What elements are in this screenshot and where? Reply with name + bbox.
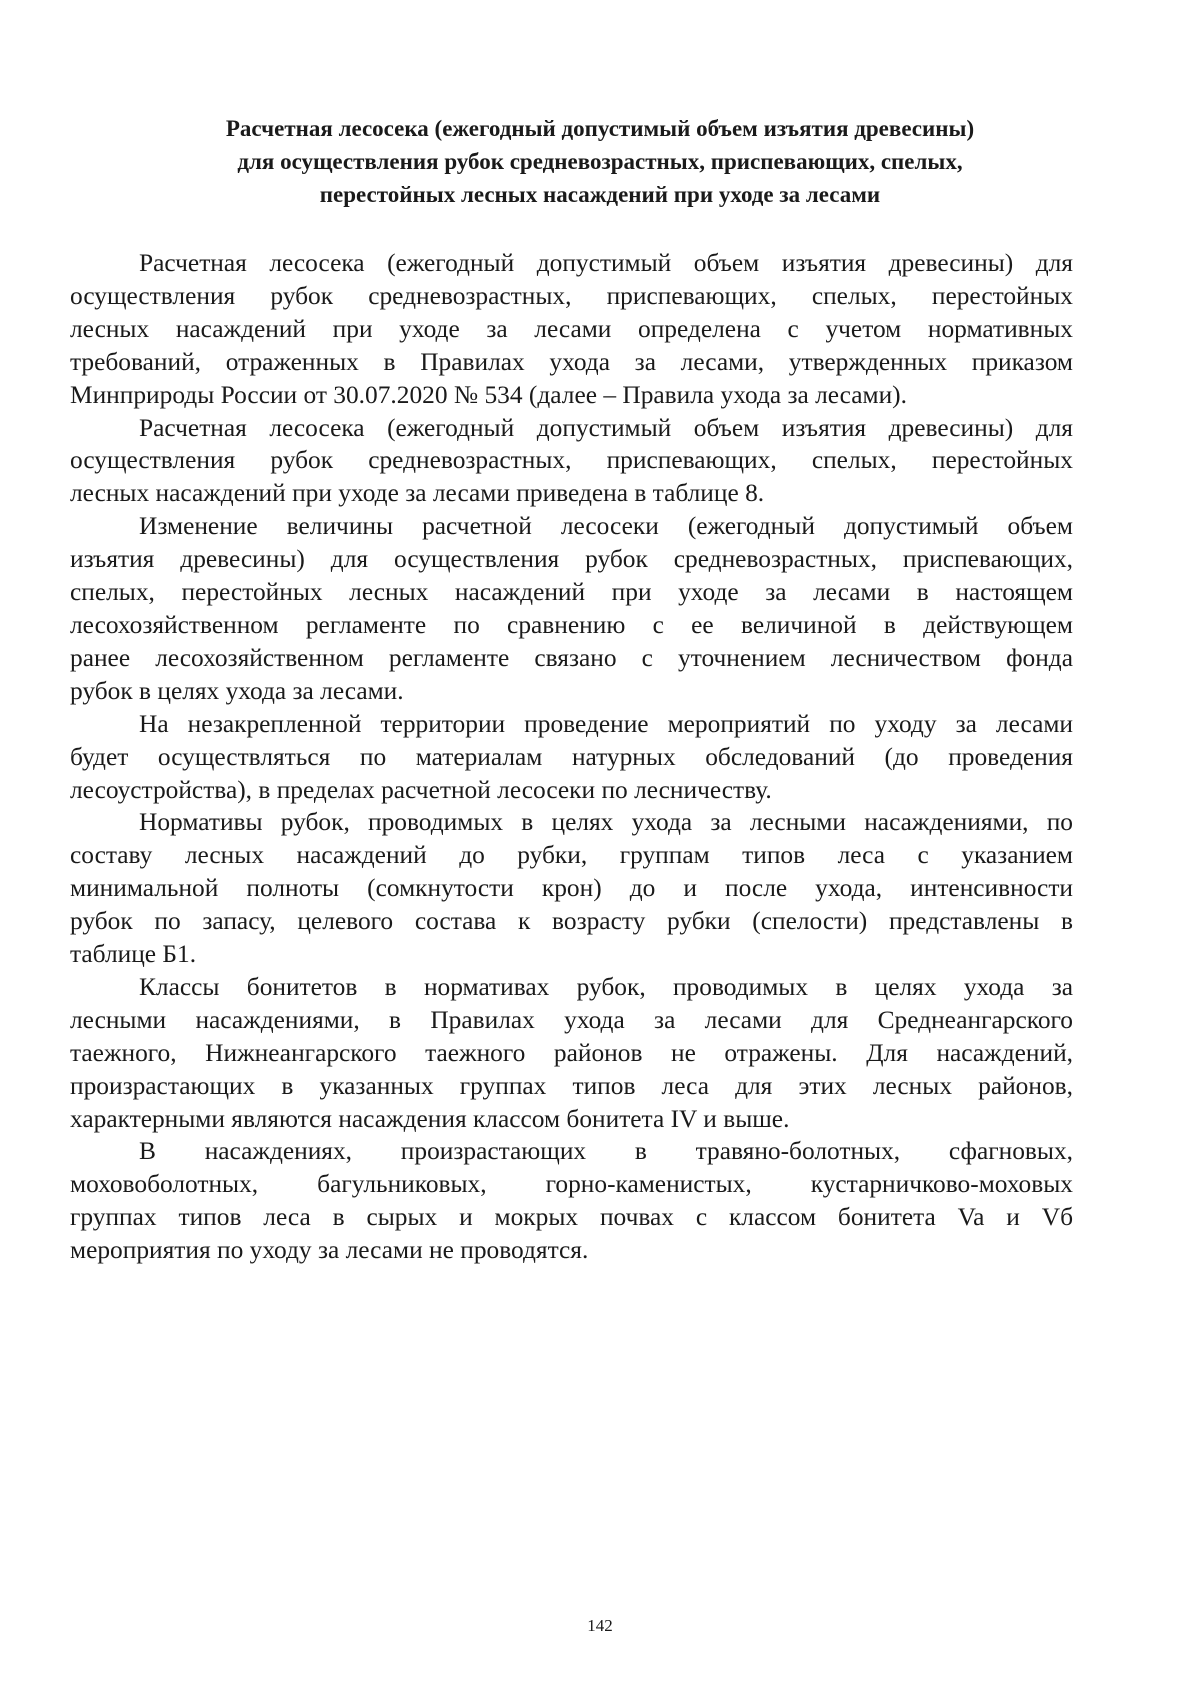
paragraph [70,247,1073,412]
text-line: осуществления рубок средневозрастных, приспевающих, спелых, перестойных [70,446,1073,475]
text-line: лесными насаждениями, в Правилах ухода за лесами для Среднеангарского [70,1005,1073,1034]
text-line: Классы бонитетов в нормативах рубок, проводимых в целях ухода за [139,972,1073,1001]
text-line: лесохозяйственном регламенте по сравнению с ее величиной в действующем [70,610,1073,639]
text-line: лесных насаждений при уходе за лесами определена с учетом нормативных [70,314,1073,343]
text-line: мероприятия по уходу за лесами не проводятся. [70,1236,589,1265]
paragraph [70,708,1073,807]
paragraph [70,1135,1073,1267]
text-line: Нормативы рубок, проводимых в целях ухода за лесными насаждениями, по [139,808,1073,837]
text-line: Расчетная лесосека (ежегодный допустимый объем изъятия древесины) для [139,413,1073,442]
section-heading [120,112,1080,211]
text-line: моховоболотных, багульниковых, горно-каменистых, кустарничково-моховых [70,1170,1073,1199]
text-line: составу лесных насаждений до рубки, группам типов леса с указанием [70,841,1073,870]
text-line: Расчетная лесосека (ежегодный допустимый объем изъятия древесины) для [139,249,1073,277]
body-text [70,247,1073,1267]
heading-line: перестойных лесных насаждений при уходе за лесами [319,182,881,207]
text-line: группах типов леса в сырых и мокрых почвах с классом бонитета Va и Vб [70,1203,1073,1232]
paragraph [70,510,1073,707]
paragraph [70,806,1073,971]
text-line: Минприроды России от 30.07.2020 № 534 (далее – Правила ухода за лесами). [70,380,907,409]
text-line: произрастающих в указанных группах типов леса для этих лесных районов, [70,1071,1073,1100]
text-line: На незакрепленной территории проведение мероприятий по уходу за лесами [139,709,1073,738]
text-line: ранее лесохозяйственном регламенте связано с уточнением лесничеством фонда [70,643,1073,672]
page-number: 142 [587,1616,613,1635]
text-line: изъятия древесины) для осуществления рубок средневозрастных, приспевающих, [70,545,1073,574]
text-line: спелых, перестойных лесных насаждений при уходе за лесами в настоящем [70,578,1073,607]
text-line: рубок по запасу, целевого состава к возрасту рубки (спелости) представлены в [70,907,1073,936]
text-line: лесоустройства), в пределах расчетной лесосеки по лесничеству. [70,775,772,804]
text-line: таежного, Нижнеангарского таежного районов не отражены. Для насаждений, [70,1038,1073,1067]
heading-line: для осуществления рубок средневозрастных, приспевающих, спелых, [237,149,963,174]
text-line: Изменение величины расчетной лесосеки (ежегодный допустимый объем [139,512,1073,541]
text-line: будет осуществляться по материалам натурных обследований (до проведения [70,742,1073,771]
text-line: требований, отраженных в Правилах ухода за лесами, утвержденных приказом [70,347,1073,376]
text-line: таблице Б1. [70,940,197,969]
paragraph [70,971,1073,1136]
text-line: лесных насаждений при уходе за лесами приведена в таблице 8. [70,479,765,508]
text-line: В насаждениях, произрастающих в травяно-болотных, сфагновых, [139,1137,1073,1166]
text-line: минимальной полноты (сомкнутости крон) до и после ухода, интенсивности [70,874,1073,903]
paragraph [70,412,1073,511]
heading-line: Расчетная лесосека (ежегодный допустимый объем изъятия древесины) [225,116,975,141]
text-line: осуществления рубок средневозрастных, приспевающих, спелых, перестойных [70,281,1073,310]
text-line: характерными являются насаждения классом бонитета IV и выше. [70,1104,790,1133]
text-line: рубок в целях ухода за лесами. [70,676,404,705]
